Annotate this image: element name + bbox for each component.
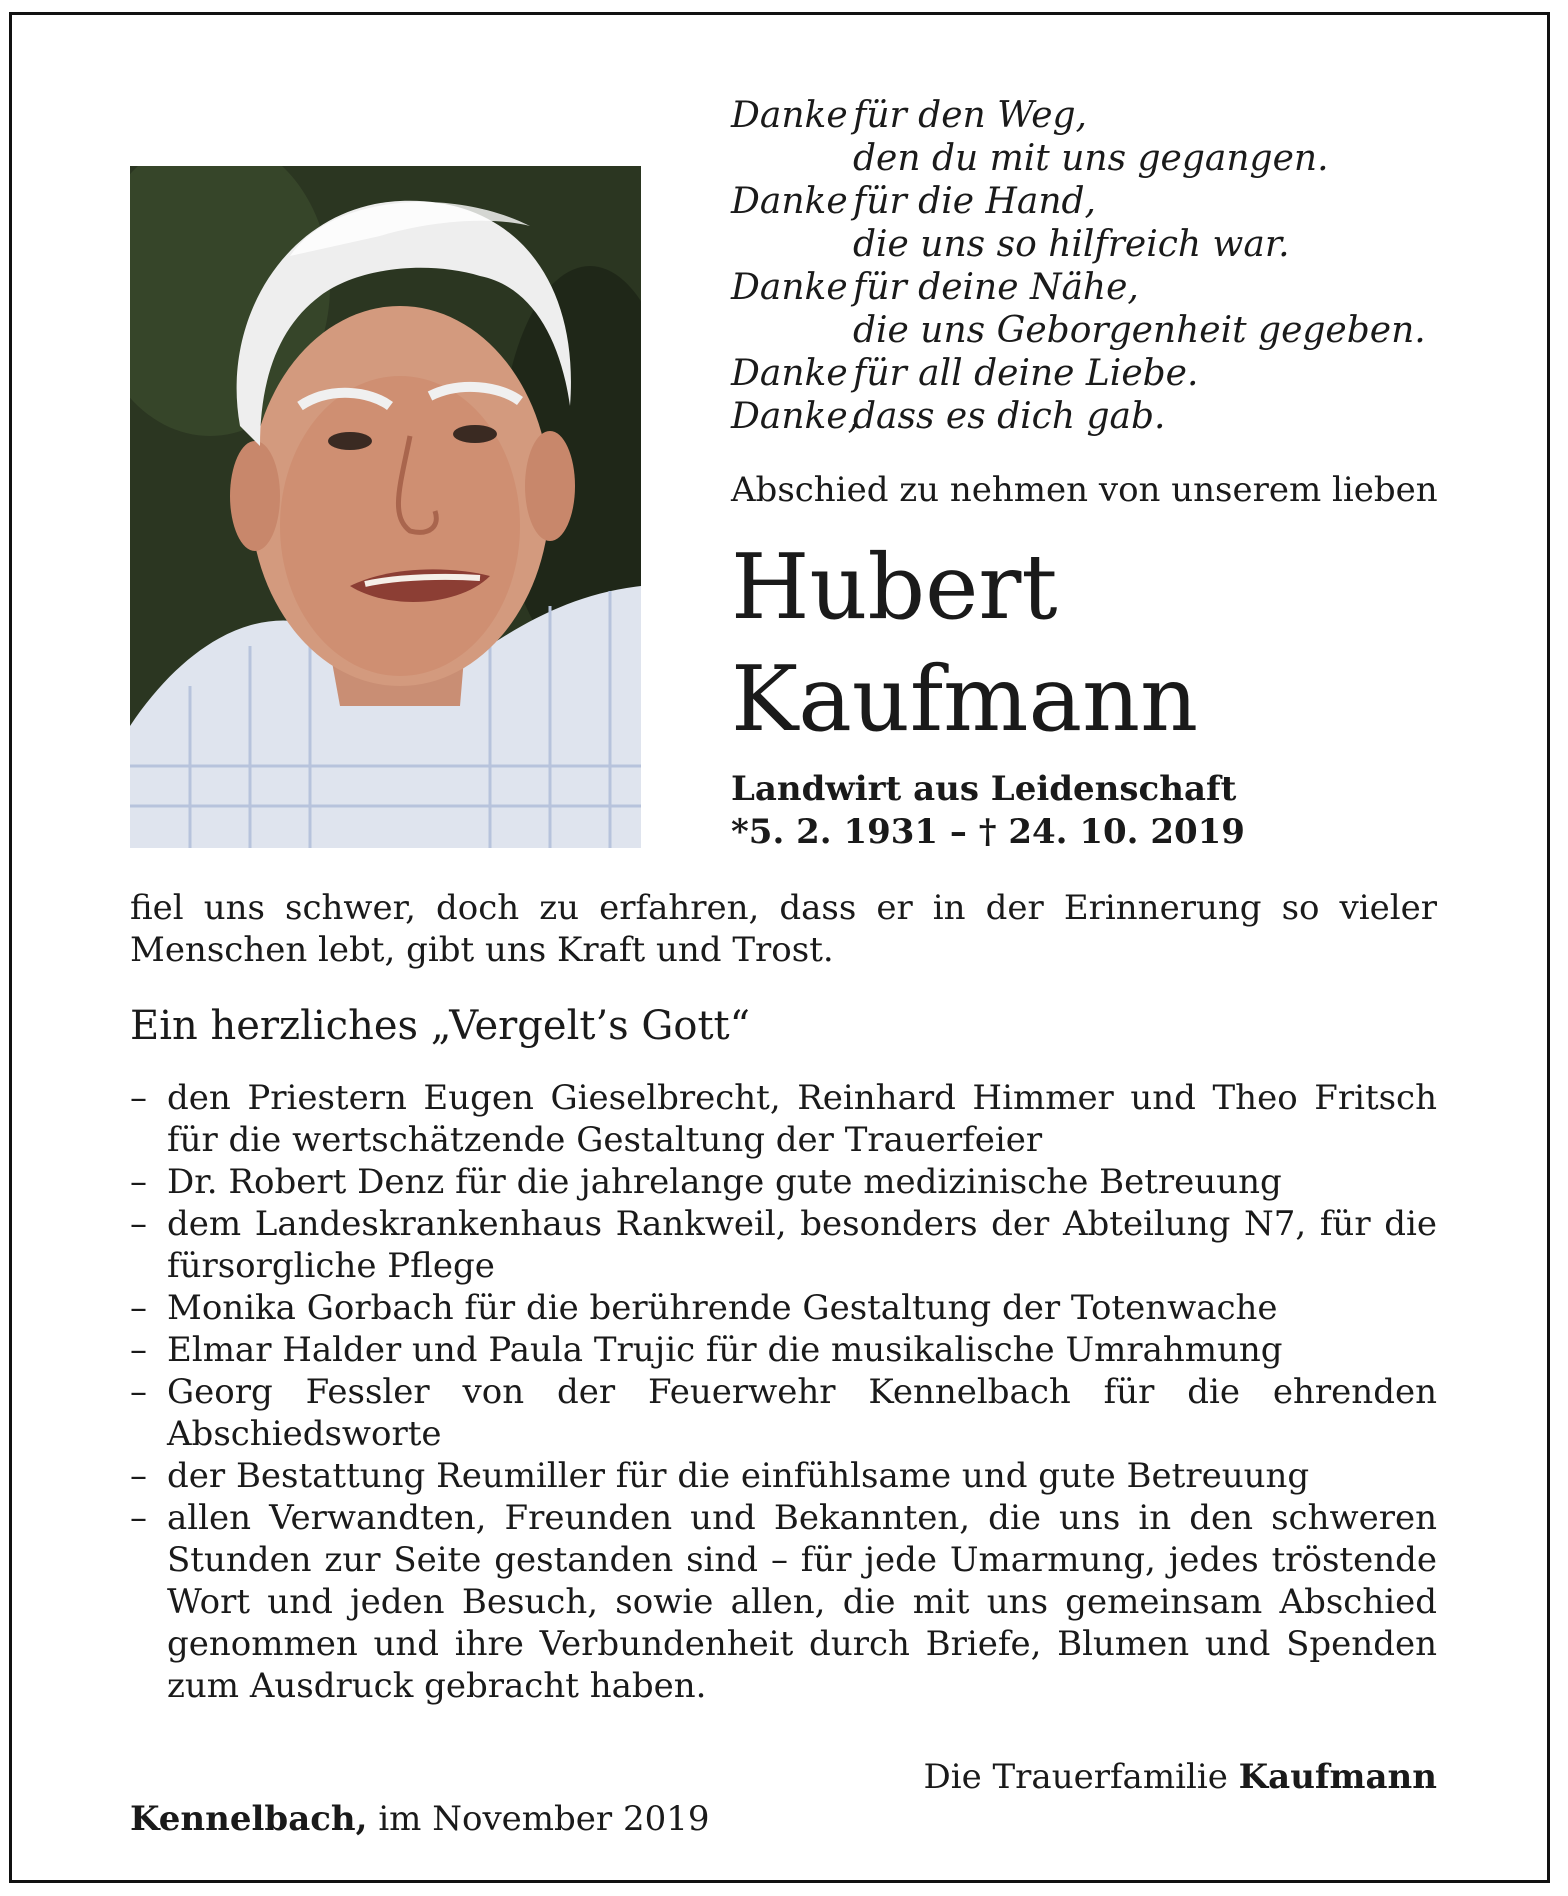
list-item [130,1329,1437,1371]
poem-text: für deine Nähe, [853,267,1139,308]
occupation: Landwirt aus Leidenschaft [731,769,1237,809]
last-name: Kaufmann [731,647,1199,752]
lead-paragraph: fiel uns schwer, doch zu erfahren, dass er in der Erinnerung so vieler Menschen lebt, gibt uns Kraft und Trost. [130,888,1437,970]
poem-line-4: die uns so hilfreich war. [853,224,1290,265]
dash: – [130,1456,147,1496]
poem-word: Danke [731,267,848,308]
poem-text: dass es dich gab. [853,396,1166,437]
poem-line-1 [731,94,1511,137]
subtitle-block [731,768,1245,854]
list-item [130,1203,1437,1287]
dash: – [130,1204,147,1244]
list-item [130,1455,1437,1497]
list-item-text: Georg Fessler von der Feuerwehr Kennelbach für die ehrenden Abschiedsworte [167,1372,1437,1454]
life-dates: *5. 2. 1931 – † 24. 10. 2019 [731,812,1245,852]
thanks-list [130,1077,1437,1707]
dash: – [130,1330,147,1370]
list-item [130,1287,1437,1329]
poem-word: Danke [731,181,848,222]
dash: – [130,1288,147,1328]
signature-prefix: Die Trauerfamilie [923,1757,1228,1797]
dash: – [130,1372,147,1412]
list-item-text: Dr. Robert Denz für die jahrelange gute medizinische Betreuung [167,1162,1282,1202]
poem [731,94,1511,438]
place-date [130,1799,710,1839]
signature [923,1757,1437,1797]
poem-line-6: die uns Geborgenheit gegeben. [853,310,1426,351]
dash: – [130,1498,147,1538]
poem-word: Danke [731,353,848,394]
intro-text: Abschied zu nehmen von unserem lieben [731,470,1438,510]
deceased-name [731,532,1198,756]
poem-line-5 [731,266,1511,309]
list-item-text: Elmar Halder und Paula Trujic für die musikalische Umrahmung [167,1330,1283,1370]
list-item [130,1161,1437,1203]
poem-line-2: den du mit uns gegangen. [853,138,1329,179]
dash: – [130,1078,147,1118]
list-item-text: Monika Gorbach für die berührende Gestaltung der Totenwache [167,1288,1278,1328]
poem-word: Danke [731,95,848,136]
poem-text: für all deine Liebe. [853,353,1199,394]
poem-text: für die Hand, [853,181,1096,222]
poem-word: Danke, [731,396,860,437]
poem-line-7 [731,352,1511,395]
list-item-text: allen Verwandten, Freunden und Bekannten, die uns in den schweren Stunden zur Seite gestanden sind – für jede Umarmung, jedes tröstende Wort und jeden Besuch, sowie allen, die mit uns gemeinsam Abschied genommen und ihre Verbundenheit durch Briefe, Blumen und Spenden zum Ausdruck gebracht haben. [167,1498,1437,1706]
list-item-text: der Bestattung Reumiller für die einfühlsame und gute Betreuung [167,1456,1310,1496]
list-item [130,1077,1437,1161]
poem-line-8 [731,395,1511,438]
list-item-text: dem Landeskrankenhaus Rankweil, besonders der Abteilung N7, für die fürsorgliche Pflege [167,1204,1437,1286]
place-town: Kennelbach, [130,1799,368,1839]
poem-line-3 [731,180,1511,223]
list-item-text: den Priestern Eugen Gieselbrecht, Reinhard Himmer und Theo Fritsch für die wertschätzende Gestaltung der Trauerfeier [167,1078,1437,1160]
dash: – [130,1162,147,1202]
portrait-photo [130,166,641,848]
signature-family: Kaufmann [1238,1757,1437,1797]
list-item [130,1497,1437,1707]
place-date-text: im November 2019 [378,1799,710,1839]
list-item [130,1371,1437,1455]
poem-text: für den Weg, [853,95,1087,136]
first-name: Hubert [731,535,1058,640]
thanks-heading: Ein herzliches „Vergelt’s Gott“ [130,1003,751,1049]
